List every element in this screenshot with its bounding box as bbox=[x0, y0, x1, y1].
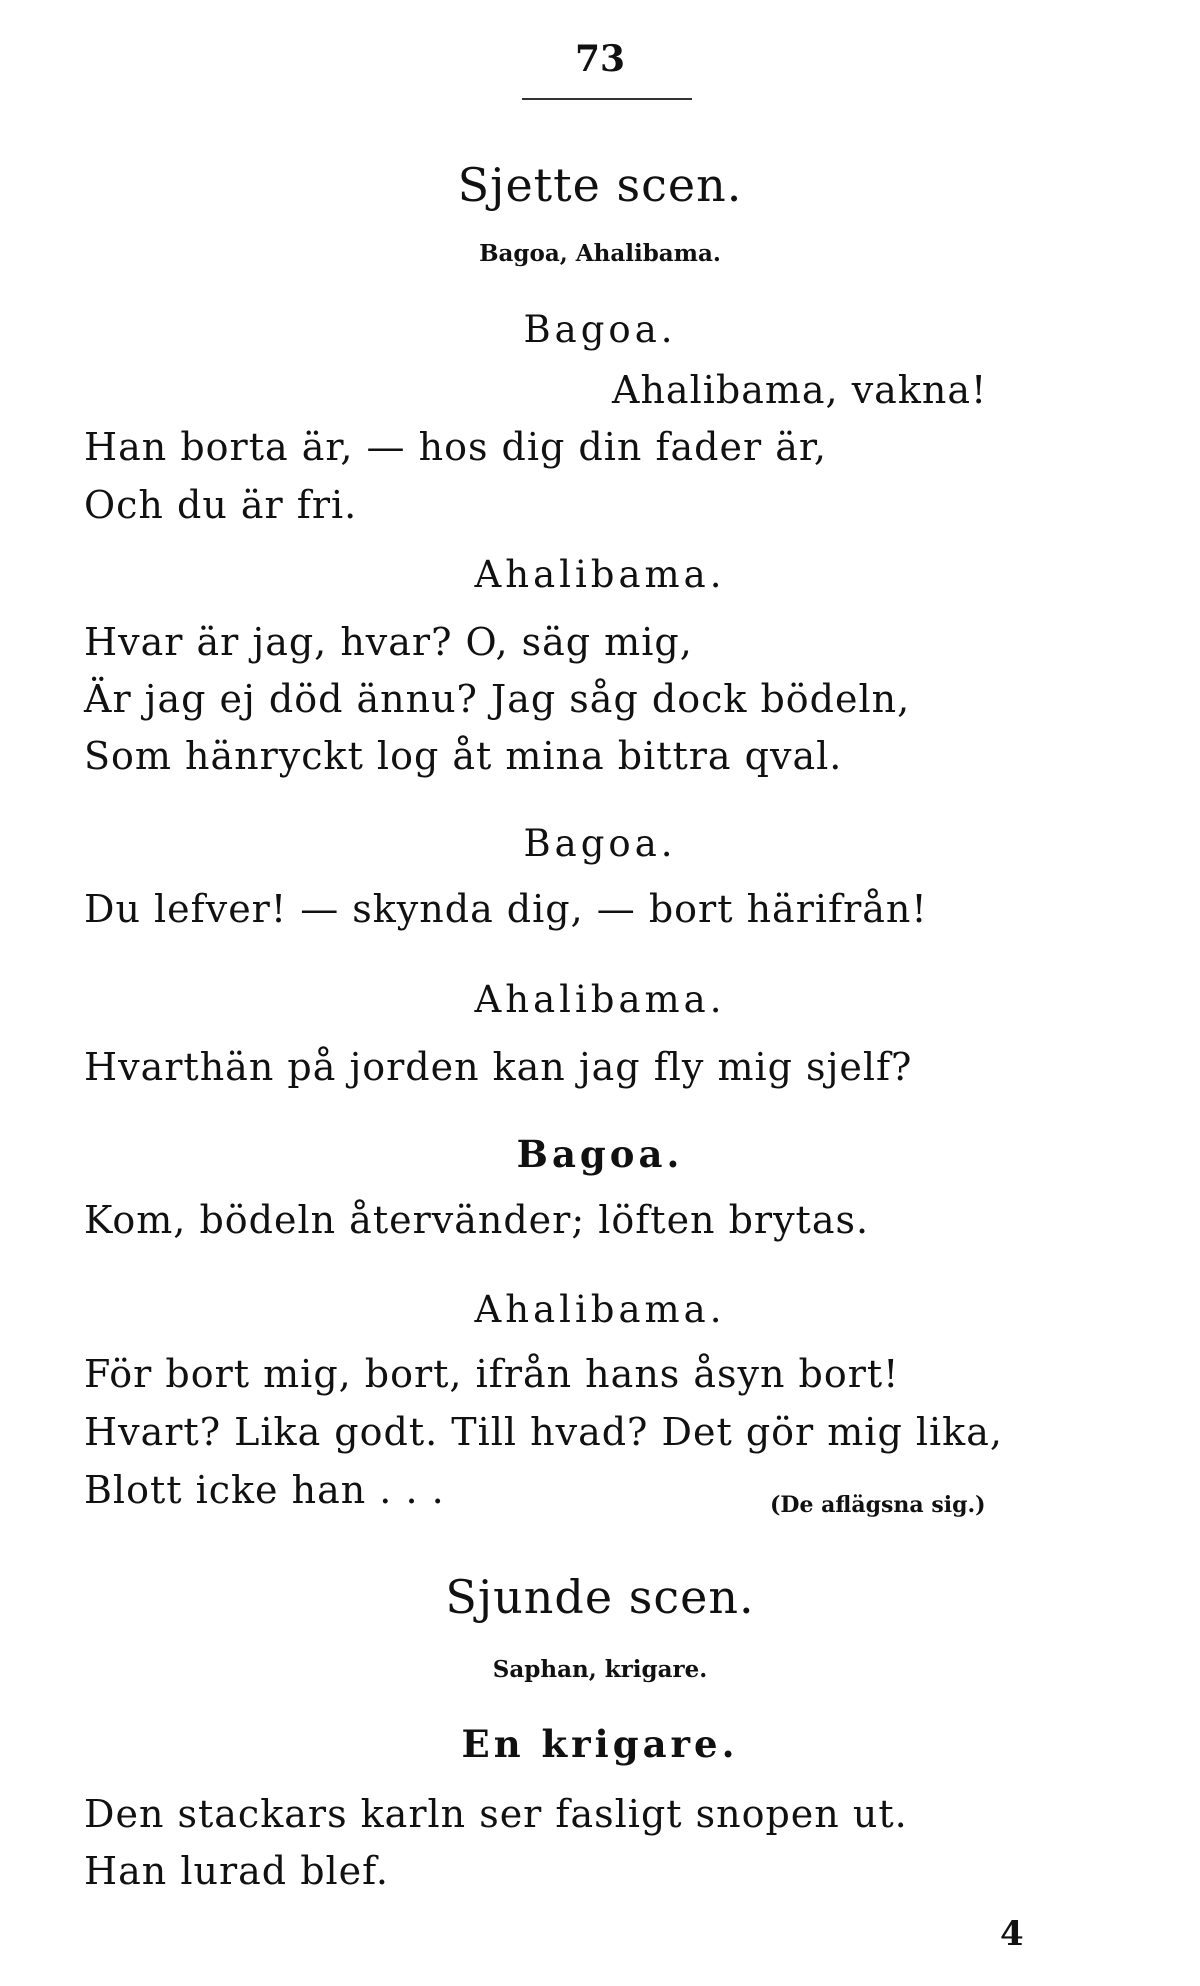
signature-mark: 4 bbox=[1000, 1914, 1024, 1954]
verse-line: Han borta är, — hos dig din fader är, bbox=[84, 425, 827, 469]
verse-line: För bort mig, bort, ifrån hans åsyn bort! bbox=[84, 1352, 900, 1396]
verse-line: Och du är fri. bbox=[84, 483, 358, 527]
verse-line: Hvart? Lika godt. Till hvad? Det gör mig lika, bbox=[84, 1410, 1003, 1454]
speaker-ahalibama: Ahalibama. bbox=[474, 553, 726, 596]
verse-line: Som hänryckt log åt mina bittra qval. bbox=[84, 734, 843, 778]
stage-direction: (De aflägsna sig.) bbox=[770, 1492, 986, 1518]
verse-line: Är jag ej död ännu? Jag såg dock bödeln, bbox=[84, 677, 911, 721]
header-rule bbox=[522, 98, 692, 100]
page-number: 73 bbox=[574, 38, 626, 80]
scene-heading-7: Sjunde scen. bbox=[445, 1570, 755, 1624]
speaker-bagoa: Bagoa. bbox=[516, 1132, 684, 1176]
verse-line: Kom, bödeln återvänder; löften brytas. bbox=[84, 1198, 870, 1242]
verse-line: Ahalibama, vakna! bbox=[612, 368, 988, 412]
verse-line: Hvarthän på jorden kan jag fly mig sjelf? bbox=[84, 1045, 913, 1089]
scene-heading-6: Sjette scen. bbox=[457, 158, 743, 212]
speaker-bagoa: Bagoa. bbox=[523, 822, 677, 865]
speaker-ahalibama: Ahalibama. bbox=[474, 1288, 726, 1331]
verse-line: Du lefver! — skynda dig, — bort härifrån! bbox=[84, 887, 928, 931]
verse-line: Den stackars karln ser fasligt snopen ut. bbox=[84, 1792, 908, 1836]
speaker-krigare: En krigare. bbox=[461, 1722, 739, 1766]
cast-list-6: Bagoa, Ahalibama. bbox=[479, 240, 721, 267]
verse-line: Han lurad blef. bbox=[84, 1849, 389, 1893]
verse-line: Hvar är jag, hvar? O, säg mig, bbox=[84, 620, 693, 664]
speaker-bagoa: Bagoa. bbox=[523, 308, 677, 351]
speaker-ahalibama: Ahalibama. bbox=[474, 978, 726, 1021]
cast-list-7: Saphan, krigare. bbox=[492, 1656, 708, 1683]
verse-line: Blott icke han . . . bbox=[84, 1468, 445, 1512]
